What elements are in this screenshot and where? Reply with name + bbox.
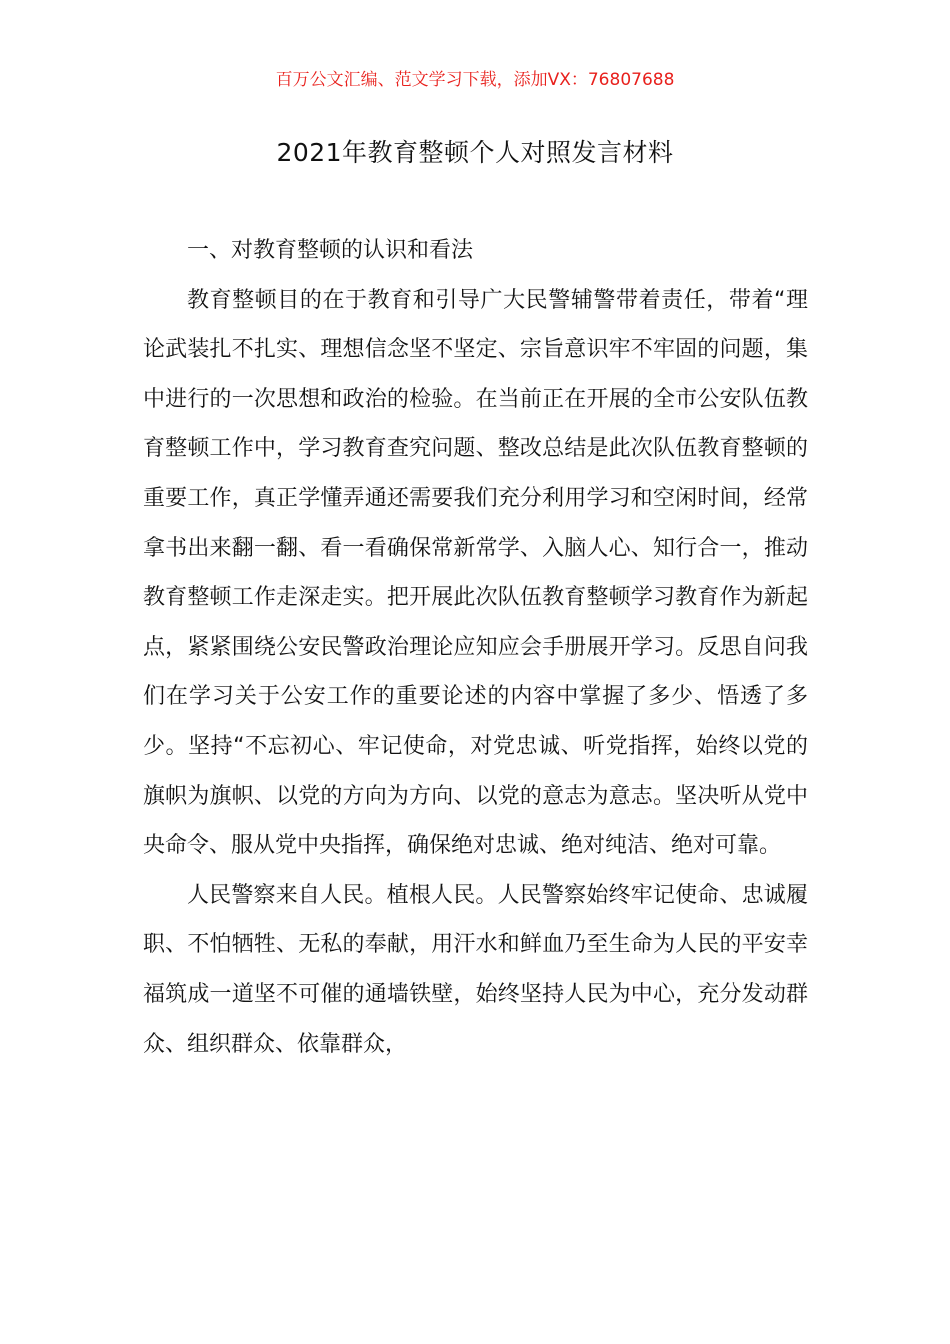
document-body (143, 226, 808, 1069)
document-title: 2021年教育整顿个人对照发言材料 (276, 138, 674, 167)
section-heading: 一、对教育整顿的认识和看法 (187, 238, 474, 263)
body-paragraph: 教育整顿目的在于教育和引导广大民警辅警带着责任，带着“理论武装扎不扎实、理想信念坚不坚定、宗旨意识牢不牢固的问题，集中进行的一次思想和政治的检验。在当前正在开展的全市公安队伍教育整顿工作中，学习教育查究问题、整改总结是此次队伍教育整顿的重要工作，真正学懂弄通还需要我们充分利用学习和空闲时间，经常拿书出来翻一翻、看一看确保常新常学、入脑人心、知行合一，推动教育整顿工作走深走实。把开展此次队伍教育整顿学习教育作为新起点，紧紧围绕公安民警政治理论应知应会手册展开学习。反思自问我们在学习关于公安工作的重要论述的内容中掌握了多少、悟透了多少。坚持“不忘初心、牢记使命，对党忠诚、听党指挥，始终以党的旗帜为旗帜、以党的方向为方向、以党的意志为意志。坚决听从党中央命令、服从党中央指挥，确保绝对忠诚、绝对纯洁、绝对可靠。 (143, 287, 808, 859)
watermark-text: 百万公文汇编、范文学习下载，添加VX：76807688 (275, 70, 675, 90)
body-paragraph: 人民警察来自人民。植根人民。人民警察始终牢记使命、忠诚履职、不怕牺牲、无私的奉献，用汗水和鲜血乃至生命为人民的平安幸福筑成一道坚不可催的通墙铁壁，始终坚持人民为中心，充分发动群众、组织群众、依靠群众， (143, 882, 808, 1057)
